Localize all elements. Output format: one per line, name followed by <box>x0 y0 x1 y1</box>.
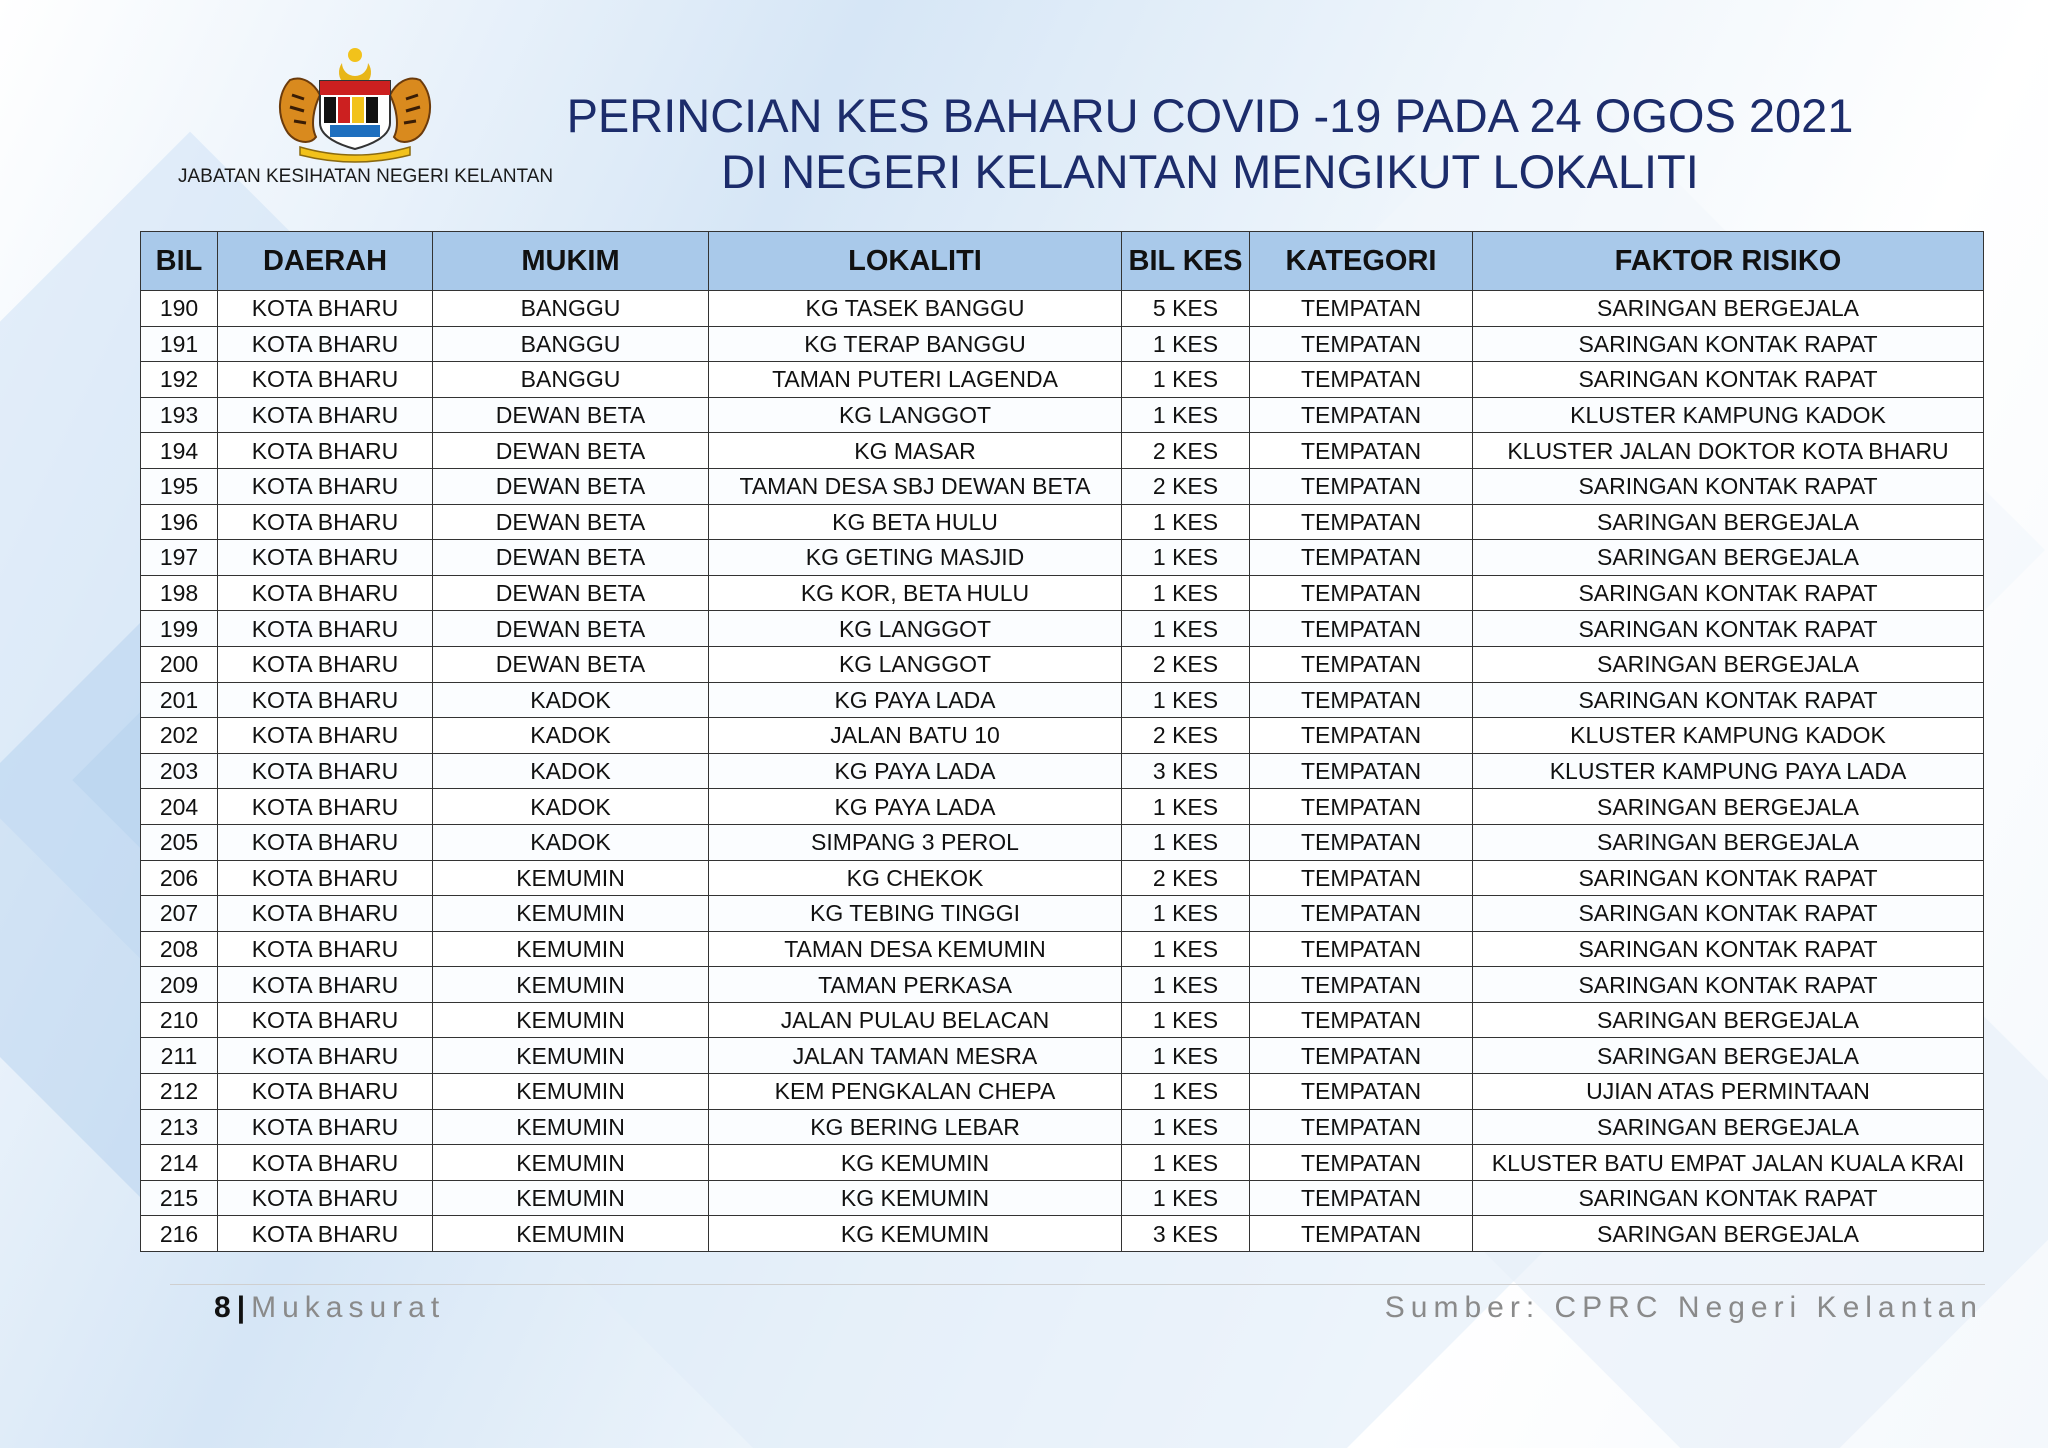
department-name: JABATAN KESIHATAN NEGERI KELANTAN <box>178 166 554 187</box>
column-header: BIL KES <box>1122 232 1250 291</box>
table-cell: 200 <box>141 646 218 682</box>
table-cell: 1 KES <box>1122 896 1250 932</box>
table-cell: KOTA BHARU <box>218 611 433 647</box>
table-cell: KADOK <box>433 789 709 825</box>
table-cell: 1 KES <box>1122 789 1250 825</box>
table-cell: KEM PENGKALAN CHEPA <box>709 1074 1122 1110</box>
table-cell: TEMPATAN <box>1250 540 1473 576</box>
table-cell: KOTA BHARU <box>218 504 433 540</box>
table-cell: TEMPATAN <box>1250 1002 1473 1038</box>
table-cell: 195 <box>141 468 218 504</box>
table-cell: KOTA BHARU <box>218 362 433 398</box>
table-cell: 1 KES <box>1122 682 1250 718</box>
table-cell: TEMPATAN <box>1250 433 1473 469</box>
table-cell: KEMUMIN <box>433 1074 709 1110</box>
table-cell: SARINGAN KONTAK RAPAT <box>1473 860 1984 896</box>
table-cell: KOTA BHARU <box>218 540 433 576</box>
table-cell: KOTA BHARU <box>218 896 433 932</box>
table-row <box>141 291 1984 327</box>
table-cell: SARINGAN KONTAK RAPAT <box>1473 896 1984 932</box>
table-cell: KG LANGGOT <box>709 646 1122 682</box>
table-cell: TEMPATAN <box>1250 362 1473 398</box>
table-cell: 203 <box>141 753 218 789</box>
table-cell: SARINGAN BERGEJALA <box>1473 504 1984 540</box>
table-cell: KADOK <box>433 718 709 754</box>
table-cell: 2 KES <box>1122 860 1250 896</box>
table-cell: DEWAN BETA <box>433 433 709 469</box>
table-cell: JALAN BATU 10 <box>709 718 1122 754</box>
table-cell: TAMAN PUTERI LAGENDA <box>709 362 1122 398</box>
footer-separator: | <box>236 1291 246 1324</box>
table-cell: KEMUMIN <box>433 1109 709 1145</box>
table-cell: TEMPATAN <box>1250 896 1473 932</box>
source-note: Sumber: CPRC Negeri Kelantan <box>1384 1291 1983 1324</box>
table-cell: KEMUMIN <box>433 1038 709 1074</box>
table-cell: KG TERAP BANGGU <box>709 326 1122 362</box>
table-cell: KEMUMIN <box>433 1145 709 1181</box>
table-cell: KADOK <box>433 682 709 718</box>
table-cell: KOTA BHARU <box>218 718 433 754</box>
table-cell: BANGGU <box>433 362 709 398</box>
table-cell: JALAN PULAU BELACAN <box>709 1002 1122 1038</box>
table-cell: KEMUMIN <box>433 967 709 1003</box>
table-cell: KEMUMIN <box>433 860 709 896</box>
table-cell: 192 <box>141 362 218 398</box>
table-cell: KOTA BHARU <box>218 1145 433 1181</box>
table-cell: TEMPATAN <box>1250 575 1473 611</box>
table-cell: 5 KES <box>1122 291 1250 327</box>
table-cell: 1 KES <box>1122 1145 1250 1181</box>
table-row <box>141 1216 1984 1252</box>
table-row <box>141 326 1984 362</box>
table-cell: 3 KES <box>1122 1216 1250 1252</box>
table-cell: SARINGAN BERGEJALA <box>1473 789 1984 825</box>
page-label: Mukasurat <box>251 1291 446 1324</box>
title-line-2: DI NEGERI KELANTAN MENGIKUT LOKALITI <box>721 145 1699 198</box>
table-cell: TAMAN DESA SBJ DEWAN BETA <box>709 468 1122 504</box>
table-cell: BANGGU <box>433 326 709 362</box>
table-cell: DEWAN BETA <box>433 611 709 647</box>
table-cell: KLUSTER KAMPUNG PAYA LADA <box>1473 753 1984 789</box>
table-cell: TEMPATAN <box>1250 1109 1473 1145</box>
table-cell: TEMPATAN <box>1250 931 1473 967</box>
table-cell: SARINGAN BERGEJALA <box>1473 291 1984 327</box>
table-cell: SARINGAN KONTAK RAPAT <box>1473 575 1984 611</box>
table-row <box>141 931 1984 967</box>
table-cell: 1 KES <box>1122 1109 1250 1145</box>
table-cell: 191 <box>141 326 218 362</box>
table-row <box>141 433 1984 469</box>
table-cell: TEMPATAN <box>1250 1038 1473 1074</box>
table-cell: KLUSTER KAMPUNG KADOK <box>1473 718 1984 754</box>
page-title <box>510 88 1910 200</box>
table-cell: 199 <box>141 611 218 647</box>
column-header: LOKALITI <box>709 232 1122 291</box>
table-cell: SARINGAN BERGEJALA <box>1473 540 1984 576</box>
table-cell: 207 <box>141 896 218 932</box>
table-row <box>141 1145 1984 1181</box>
table-cell: 213 <box>141 1109 218 1145</box>
table-cell: 197 <box>141 540 218 576</box>
table-row <box>141 611 1984 647</box>
table-cell: KG KEMUMIN <box>709 1216 1122 1252</box>
table-row <box>141 753 1984 789</box>
table-cell: 208 <box>141 931 218 967</box>
table-row <box>141 646 1984 682</box>
table-cell: KOTA BHARU <box>218 1002 433 1038</box>
table-cell: 204 <box>141 789 218 825</box>
table-cell: DEWAN BETA <box>433 468 709 504</box>
table-cell: TEMPATAN <box>1250 824 1473 860</box>
table-cell: SARINGAN KONTAK RAPAT <box>1473 931 1984 967</box>
table-cell: KOTA BHARU <box>218 1216 433 1252</box>
table-cell: TEMPATAN <box>1250 504 1473 540</box>
table-cell: TEMPATAN <box>1250 397 1473 433</box>
table-cell: JALAN TAMAN MESRA <box>709 1038 1122 1074</box>
footer-divider <box>170 1284 1985 1285</box>
table-cell: 1 KES <box>1122 1180 1250 1216</box>
table-cell: DEWAN BETA <box>433 397 709 433</box>
table-cell: KOTA BHARU <box>218 967 433 1003</box>
table-cell: TEMPATAN <box>1250 646 1473 682</box>
table-cell: KOTA BHARU <box>218 753 433 789</box>
table-cell: KADOK <box>433 824 709 860</box>
table-cell: KG GETING MASJID <box>709 540 1122 576</box>
table-cell: DEWAN BETA <box>433 504 709 540</box>
table-row <box>141 540 1984 576</box>
table-cell: 1 KES <box>1122 362 1250 398</box>
table-cell: 190 <box>141 291 218 327</box>
table-cell: SARINGAN BERGEJALA <box>1473 1002 1984 1038</box>
table-cell: TEMPATAN <box>1250 611 1473 647</box>
table-cell: KG PAYA LADA <box>709 753 1122 789</box>
table-cell: KG KEMUMIN <box>709 1145 1122 1181</box>
table-row <box>141 504 1984 540</box>
table-cell: KOTA BHARU <box>218 789 433 825</box>
table-cell: SARINGAN KONTAK RAPAT <box>1473 611 1984 647</box>
table-cell: KG LANGGOT <box>709 397 1122 433</box>
table-cell: 1 KES <box>1122 611 1250 647</box>
column-header: KATEGORI <box>1250 232 1473 291</box>
table-cell: KOTA BHARU <box>218 824 433 860</box>
table-cell: SARINGAN KONTAK RAPAT <box>1473 682 1984 718</box>
table-cell: 193 <box>141 397 218 433</box>
table-row <box>141 1038 1984 1074</box>
table-cell: TEMPATAN <box>1250 1216 1473 1252</box>
table-cell: KEMUMIN <box>433 1180 709 1216</box>
table-cell: SARINGAN BERGEJALA <box>1473 1038 1984 1074</box>
table-cell: SARINGAN BERGEJALA <box>1473 824 1984 860</box>
table-cell: 2 KES <box>1122 468 1250 504</box>
table-cell: KG LANGGOT <box>709 611 1122 647</box>
table-cell: 1 KES <box>1122 1074 1250 1110</box>
table-body <box>141 291 1984 1252</box>
table-cell: KG PAYA LADA <box>709 682 1122 718</box>
table-cell: TEMPATAN <box>1250 789 1473 825</box>
table-cell: 194 <box>141 433 218 469</box>
table-cell: 1 KES <box>1122 575 1250 611</box>
table-cell: 1 KES <box>1122 326 1250 362</box>
table-cell: KG TEBING TINGGI <box>709 896 1122 932</box>
table-cell: 198 <box>141 575 218 611</box>
table-cell: KG BERING LEBAR <box>709 1109 1122 1145</box>
table-cell: KOTA BHARU <box>218 1038 433 1074</box>
table-cell: 1 KES <box>1122 824 1250 860</box>
table-row <box>141 1109 1984 1145</box>
table-row <box>141 682 1984 718</box>
table-cell: KOTA BHARU <box>218 931 433 967</box>
column-header: MUKIM <box>433 232 709 291</box>
table-cell: KG KOR, BETA HULU <box>709 575 1122 611</box>
table-cell: 1 KES <box>1122 931 1250 967</box>
table-cell: 201 <box>141 682 218 718</box>
table-row <box>141 896 1984 932</box>
table-cell: KEMUMIN <box>433 1002 709 1038</box>
table-cell: KOTA BHARU <box>218 682 433 718</box>
table-cell: KOTA BHARU <box>218 433 433 469</box>
table-cell: KEMUMIN <box>433 1216 709 1252</box>
table-cell: 215 <box>141 1180 218 1216</box>
table-cell: SIMPANG 3 PEROL <box>709 824 1122 860</box>
table-cell: 216 <box>141 1216 218 1252</box>
table-cell: TEMPATAN <box>1250 860 1473 896</box>
coat-of-arms-icon <box>270 45 440 165</box>
table-cell: KOTA BHARU <box>218 397 433 433</box>
column-header: BIL <box>141 232 218 291</box>
table-row <box>141 1002 1984 1038</box>
table-cell: 2 KES <box>1122 433 1250 469</box>
table-cell: KLUSTER JALAN DOKTOR KOTA BHARU <box>1473 433 1984 469</box>
table-cell: 211 <box>141 1038 218 1074</box>
table-cell: TEMPATAN <box>1250 967 1473 1003</box>
table-row <box>141 718 1984 754</box>
table-cell: KOTA BHARU <box>218 1109 433 1145</box>
table-cell: TAMAN DESA KEMUMIN <box>709 931 1122 967</box>
table-row <box>141 1180 1984 1216</box>
table-cell: TEMPATAN <box>1250 718 1473 754</box>
table-cell: 1 KES <box>1122 1002 1250 1038</box>
table-cell: BANGGU <box>433 291 709 327</box>
table-cell: 210 <box>141 1002 218 1038</box>
table-cell: 2 KES <box>1122 718 1250 754</box>
table-cell: TEMPATAN <box>1250 326 1473 362</box>
page-number: 8 <box>214 1291 231 1324</box>
table-cell: KG KEMUMIN <box>709 1180 1122 1216</box>
table-cell: 2 KES <box>1122 646 1250 682</box>
table-cell: 1 KES <box>1122 504 1250 540</box>
covid-cases-table <box>140 231 1984 1252</box>
table-cell: TEMPATAN <box>1250 1180 1473 1216</box>
table-cell: 1 KES <box>1122 1038 1250 1074</box>
table-row <box>141 575 1984 611</box>
table-cell: SARINGAN KONTAK RAPAT <box>1473 967 1984 1003</box>
table-cell: SARINGAN BERGEJALA <box>1473 1109 1984 1145</box>
table-cell: SARINGAN BERGEJALA <box>1473 1216 1984 1252</box>
table-row <box>141 468 1984 504</box>
table-row <box>141 397 1984 433</box>
table-cell: SARINGAN KONTAK RAPAT <box>1473 468 1984 504</box>
table-cell: 196 <box>141 504 218 540</box>
table-cell: KG TASEK BANGGU <box>709 291 1122 327</box>
page-number-footer <box>214 1291 445 1325</box>
table-cell: UJIAN ATAS PERMINTAAN <box>1473 1074 1984 1110</box>
table-cell: KOTA BHARU <box>218 1180 433 1216</box>
table-row <box>141 362 1984 398</box>
table-cell: TEMPATAN <box>1250 1145 1473 1181</box>
table-cell: 3 KES <box>1122 753 1250 789</box>
table-cell: DEWAN BETA <box>433 646 709 682</box>
table-row <box>141 860 1984 896</box>
table-cell: 214 <box>141 1145 218 1181</box>
table-cell: KOTA BHARU <box>218 1074 433 1110</box>
table-cell: TEMPATAN <box>1250 468 1473 504</box>
table-cell: 212 <box>141 1074 218 1110</box>
table-cell: TEMPATAN <box>1250 291 1473 327</box>
table-cell: KG PAYA LADA <box>709 789 1122 825</box>
table-cell: KEMUMIN <box>433 896 709 932</box>
table-cell: KOTA BHARU <box>218 646 433 682</box>
table-cell: 202 <box>141 718 218 754</box>
table-cell: TEMPATAN <box>1250 753 1473 789</box>
table-cell: 205 <box>141 824 218 860</box>
table-cell: KG CHEKOK <box>709 860 1122 896</box>
column-header: DAERAH <box>218 232 433 291</box>
table-header-row <box>141 232 1984 291</box>
table-cell: KOTA BHARU <box>218 291 433 327</box>
table-cell: KG BETA HULU <box>709 504 1122 540</box>
table-cell: TEMPATAN <box>1250 682 1473 718</box>
table-row <box>141 1074 1984 1110</box>
column-header: FAKTOR RISIKO <box>1473 232 1984 291</box>
table-row <box>141 967 1984 1003</box>
table-row <box>141 824 1984 860</box>
table-cell: SARINGAN KONTAK RAPAT <box>1473 1180 1984 1216</box>
table-cell: KG MASAR <box>709 433 1122 469</box>
table-cell: DEWAN BETA <box>433 575 709 611</box>
table-cell: TAMAN PERKASA <box>709 967 1122 1003</box>
table-cell: 209 <box>141 967 218 1003</box>
table-cell: SARINGAN BERGEJALA <box>1473 646 1984 682</box>
table-cell: KLUSTER KAMPUNG KADOK <box>1473 397 1984 433</box>
table-cell: KOTA BHARU <box>218 468 433 504</box>
title-line-1: PERINCIAN KES BAHARU COVID -19 PADA 24 OGOS 2021 <box>566 89 1854 142</box>
table-cell: KOTA BHARU <box>218 860 433 896</box>
table-cell: 1 KES <box>1122 397 1250 433</box>
table-cell: 1 KES <box>1122 540 1250 576</box>
table-row <box>141 789 1984 825</box>
table-cell: KOTA BHARU <box>218 575 433 611</box>
table-cell: KOTA BHARU <box>218 326 433 362</box>
table-cell: 206 <box>141 860 218 896</box>
table-cell: KEMUMIN <box>433 931 709 967</box>
table-cell: KADOK <box>433 753 709 789</box>
table-cell: TEMPATAN <box>1250 1074 1473 1110</box>
table-cell: SARINGAN KONTAK RAPAT <box>1473 362 1984 398</box>
table-cell: KLUSTER BATU EMPAT JALAN KUALA KRAI <box>1473 1145 1984 1181</box>
table-cell: SARINGAN KONTAK RAPAT <box>1473 326 1984 362</box>
table-cell: 1 KES <box>1122 967 1250 1003</box>
table-cell: DEWAN BETA <box>433 540 709 576</box>
